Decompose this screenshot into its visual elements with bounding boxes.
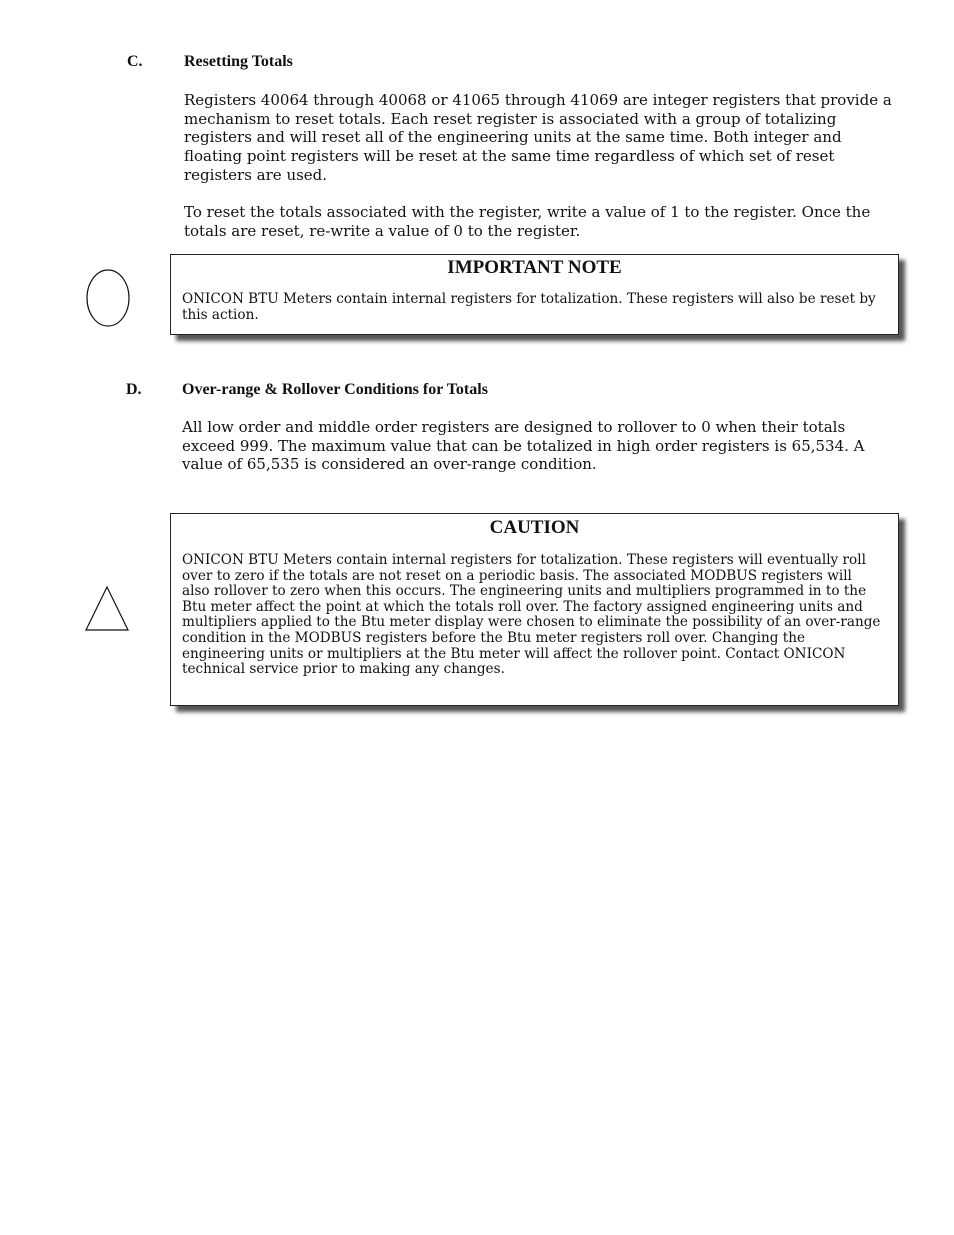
important-note-text: ONICON BTU Meters contain internal registers for totalization. These registers will also be reset by this action. bbox=[182, 291, 876, 323]
important-note-title: IMPORTANT NOTE bbox=[447, 257, 622, 278]
warning-triangle-icon bbox=[84, 585, 132, 633]
important-note-box bbox=[170, 254, 899, 335]
section-d-paragraph-1: All low order and middle order registers are designed to rollover to 0 when their totals exceed 999. The maximum value that can be totalized in high order registers is 65,534. A value of 65,535 is considered an over-range condition. bbox=[182, 418, 865, 474]
caution-box bbox=[170, 513, 899, 706]
info-oval-icon bbox=[84, 267, 132, 329]
section-c-title: Resetting Totals bbox=[184, 53, 293, 70]
caution-title: CAUTION bbox=[489, 517, 580, 538]
section-c-paragraph-2: To reset the totals associated with the register, write a value of 1 to the register. Once the totals are reset, re-write a value of 0 to the register. bbox=[184, 203, 871, 240]
section-c-paragraph-1: Registers 40064 through 40068 or 41065 through 41069 are integer registers that provide a mechanism to reset totals. Each reset register is associated with a group of totalizing registers and will reset all of the engineering units at the same time. Both integer and floating point registers will be reset at the same time regardless of which set of reset registers are used. bbox=[184, 91, 892, 184]
section-d-letter: D. bbox=[126, 381, 142, 398]
section-c-letter: C. bbox=[127, 53, 143, 70]
caution-text: ONICON BTU Meters contain internal registers for totalization. These registers will eventually roll over to zero if the totals are not reset on a periodic basis. The associated MODBUS registers will also rollover to zero when this occurs. The engineering units and multipliers programmed in to the Btu meter affect the point at which the totals roll over. The factory assigned engineering units and multipliers applied to the Btu meter display were chosen to eliminate the possibility of an over-range condition in the MODBUS registers before the Btu meter registers roll over. Changing the engineering units or multipliers at the Btu meter will affect the rollover point. Contact ONICON technical service prior to making any changes. bbox=[182, 552, 881, 678]
section-d-title: Over-range & Rollover Conditions for Totals bbox=[182, 381, 488, 398]
